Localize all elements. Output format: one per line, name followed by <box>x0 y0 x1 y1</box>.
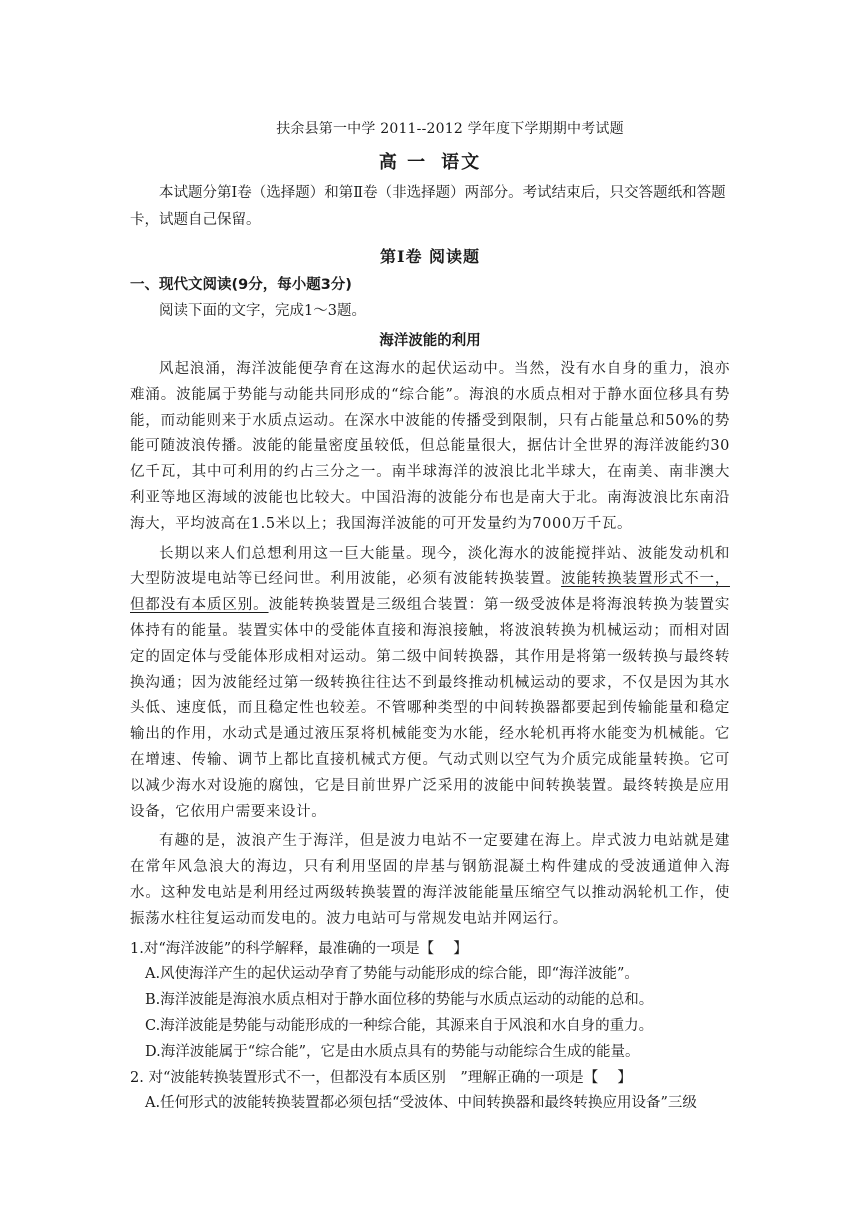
part-heading: 一、现代文阅读(9分，每小题3分) <box>130 277 352 293</box>
question-stem: 1.对“海洋波能”的科学解释，最准确的一项是【 】 <box>130 940 468 957</box>
paragraph-2-text-after: 波能转换装置是三级组合装置：第一级受波体是将海浪转换为装置实体持有的能量。装置实体中的受能体直接和海浪接触，将波浪转换为机械运动；而相对固定的固定体与受能体形成相对运动。第二级中间转换器，其作用是将第一级转换与最终转换沟通；因为波能经过第一级转换往往达不到最终推动机械运动的要求，不仅是因为其水头低、速度低，而且稳定性也较差。不管哪种类型的中间转换器都要起到传输能量和稳定输出的作用，水动式是通过液压泵将机械能变为水能，经水轮机再将水能变为机械能。它在增速、传输、调节上都比直接机械式方便。气动式则以空气为介质完成能量转换。它可以减少海水对设施的腐蚀，它是目前世界广泛采用的波能中间转换装置。最终转换是应用设备，它依用户需要来设计。 <box>130 597 730 820</box>
option-c: C.海洋波能是势能与动能形成的一种综合能，其源来自于风浪和水自身的重力。 <box>145 1017 654 1034</box>
question-2 <box>130 1066 730 1118</box>
grade-label: 高 一 <box>378 152 428 173</box>
option-b: B.海洋波能是海浪水质点相对于静水面位移的势能与水质点运动的动能的总和。 <box>145 992 654 1009</box>
exam-page <box>130 118 730 1117</box>
school-title: 扶余县第一中学 2011--2012 学年度下学期期中考试题 <box>276 121 624 137</box>
underlined-sentence: 波能转换装置形式不一，但都没有本质区别。 <box>130 571 730 614</box>
question-stem: 2. 对“波能转换装置形式不一，但都没有本质区别 ”理解正确的一项是【 】 <box>130 1069 632 1086</box>
exam-intro: 本试题分第Ⅰ卷（选择题）和第Ⅱ卷（非选择题）两部分。考试结束后，只交答题纸和答题卡，试题自己保留。 <box>130 185 726 228</box>
option-a: A.任何形式的波能转换装置都必须包括“受波体、中间转换器和最终转换应用设备”三级 <box>145 1095 697 1112</box>
subject-title <box>130 148 730 174</box>
option-a: A.风使海洋产生的起伏运动孕育了势能与动能形成的综合能，即“海洋波能”。 <box>145 966 639 983</box>
article-paragraph-1: 风起浪涌，海洋波能便孕育在这海水的起伏运动中。当然，没有水自身的重力，浪亦难涌。波能属于势能与动能共同形成的“综合能”。海浪的水质点相对于静水面位移具有势能，而动能则来于水质点运动。在深水中波能的传播受到限制，只有占能量总和50%的势能可随波浪传播。波能的能量密度虽较低，但总能量很大，据估计全世界的海洋波能约30亿千瓦，其中可利用的约占三分之一。南半球海洋的波浪比北半球大，在南美、南非澳大利亚等地区海域的波能也比较大。中国沿海的波能分布也是南大于北。南海波浪比东南沿海大，平均波高在1.5米以上；我国海洋波能的可开发量约为7000万千瓦。 <box>130 361 730 532</box>
option-d: D.海洋波能属于“综合能”，它是由水质点具有的势能与动能综合生成的能量。 <box>145 1043 640 1060</box>
paragraph-2-text-before: 长期以来人们总想利用这一巨大能量。现今，淡化海水的波能搅拌站、波能发动机和大型防波堤电站等已经问世。利用波能，必须有波能转换装置。 <box>130 545 730 588</box>
article-paragraph-3: 有趣的是，波浪产生于海洋，但是波力电站不一定要建在海上。岸式波力电站就是建在常年风急浪大的海边，只有利用坚固的岸基与钢筋混凝土构件建成的受波通道伸入海水。这种发电站是利用经过两级转换装置的海洋波能能量压缩空气以推动涡轮机工作，使振荡水柱往复运动而发电的。波力电站可与常规发电站并网运行。 <box>130 833 730 927</box>
reading-instruction: 阅读下面的文字，完成1～3题。 <box>159 303 366 319</box>
article-title: 海洋波能的利用 <box>379 333 481 349</box>
article-paragraph-2 <box>130 542 730 826</box>
question-1 <box>130 937 730 1066</box>
subject-label: 语文 <box>441 152 482 173</box>
section-title: 第Ⅰ卷 阅读题 <box>379 247 481 266</box>
